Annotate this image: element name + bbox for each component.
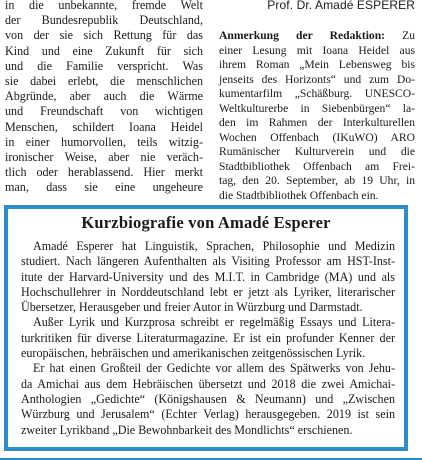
bio-line: turkritiken für diverse Literaturmagazine. Er ist ein profunder Kenner der xyxy=(21,330,395,345)
article-line: in einer humorvollen, teils witzig- xyxy=(5,134,203,149)
note-line: Weltkulturerbe in Siebenbürgen“ la- xyxy=(219,101,415,115)
bio-line: Würzburg und Jerusalem“ (Echter Verlag) herausgegeben. 2019 ist sein xyxy=(21,407,395,422)
bio-line: Hochschullehrer in Norddeutschland lebt er jetzt als Lyriker, literarischer xyxy=(21,284,395,299)
note-label: Anmerkung der Redaktion: xyxy=(219,29,386,42)
article-line: und die Familie verspricht. Was xyxy=(5,58,203,73)
bio-text xyxy=(21,239,395,438)
note-line: Wochen Offenbach (IKuWO) ARO xyxy=(219,130,415,144)
article-line: der Bundesrepublik Deutschland, xyxy=(5,13,203,28)
bio-line: studiert. Nach längeren Aufenthalten als Visiting Professor am HST-Inst- xyxy=(21,254,395,269)
bio-line: itute der Harvard-University und des M.I.T. in Cambridge (MA) und als xyxy=(21,269,395,284)
article-left-column xyxy=(5,0,203,196)
bio-line: Er hat einen Großteil der Gedichte vor allem des Spätwerks von Jehu- xyxy=(33,361,395,376)
bio-line: europäischen, hebräischen und amerikanischen zeitgenössischen Lyrik. xyxy=(21,346,366,361)
editor-note xyxy=(219,29,415,203)
note-line: Rumänischer Kulturverein und die xyxy=(219,145,415,158)
article-line: von der sie sich Rettung für das xyxy=(5,28,203,43)
note-line xyxy=(219,29,415,44)
article-line: Menschen, schildert Ioana Heidel xyxy=(5,119,203,134)
article-author: Prof. Dr. Amadé ESPERER xyxy=(267,0,415,12)
note-line: ihrem Roman „Mein Lebensweg bis xyxy=(219,58,415,71)
article-line: sie dabei erlebt, die menschlichen xyxy=(5,74,203,89)
article-line: ironischer Weise, aber nie veräch- xyxy=(5,150,203,165)
bio-line: Amadé Esperer hat Linguistik, Sprachen, Philosophie und Medizin xyxy=(33,239,395,253)
note-line: den im Rahmen der Interkulturellen xyxy=(219,116,415,129)
bio-line: Anthologien „Gedichte“ (Königshausen & Neumann) und „Zwischen xyxy=(21,391,395,406)
note-line: einer Lesung mit Ioana Heidel aus xyxy=(219,43,415,57)
article-line: Kind und eine Zukunft für sich xyxy=(5,43,203,58)
note-line: tag, den 20. September, ab 19 Uhr, in xyxy=(219,174,415,187)
note-line: die Stadtbibliothek Offenbach ein. xyxy=(219,188,379,202)
article-line: in die unbekannte, fremde Welt xyxy=(5,0,203,12)
article-line: tlich oder herablassend. Hier merkt xyxy=(5,165,203,180)
article-line: man, dass sie eine ungeheure xyxy=(5,180,203,195)
bio-line: Übersetzer, Herausgeber und freier Autor in Würzburg und Darmstadt. xyxy=(21,300,363,315)
bio-line: Außer Lyrik und Kurzprosa schreibt er regelmäßig Essays und Litera- xyxy=(33,315,395,330)
bio-line: zweiter Lyrikband „Die Bewohnbarkeit des Mondlichts“ erschienen. xyxy=(21,422,353,437)
article-line: und Freundschaft von wichtigen xyxy=(5,104,203,119)
bio-line: da Amichai aus dem Hebräischen übersetzt und 2018 die zwei Amichai- xyxy=(21,376,395,391)
note-line: Stadtbibliothek Offenbach am Frei- xyxy=(219,159,415,173)
bio-box xyxy=(4,205,408,451)
bio-title: Kurzbiografie von Amadé Esperer xyxy=(81,213,331,232)
note-line: kumentarfilm „Schäßburg. UNESCO- xyxy=(219,87,415,100)
note-line-text: Zu xyxy=(385,29,416,42)
note-line: jenseits des Horizonts“ und zum Do- xyxy=(219,72,415,86)
article-line: Abgründe, aber auch die Wärme xyxy=(5,89,203,104)
